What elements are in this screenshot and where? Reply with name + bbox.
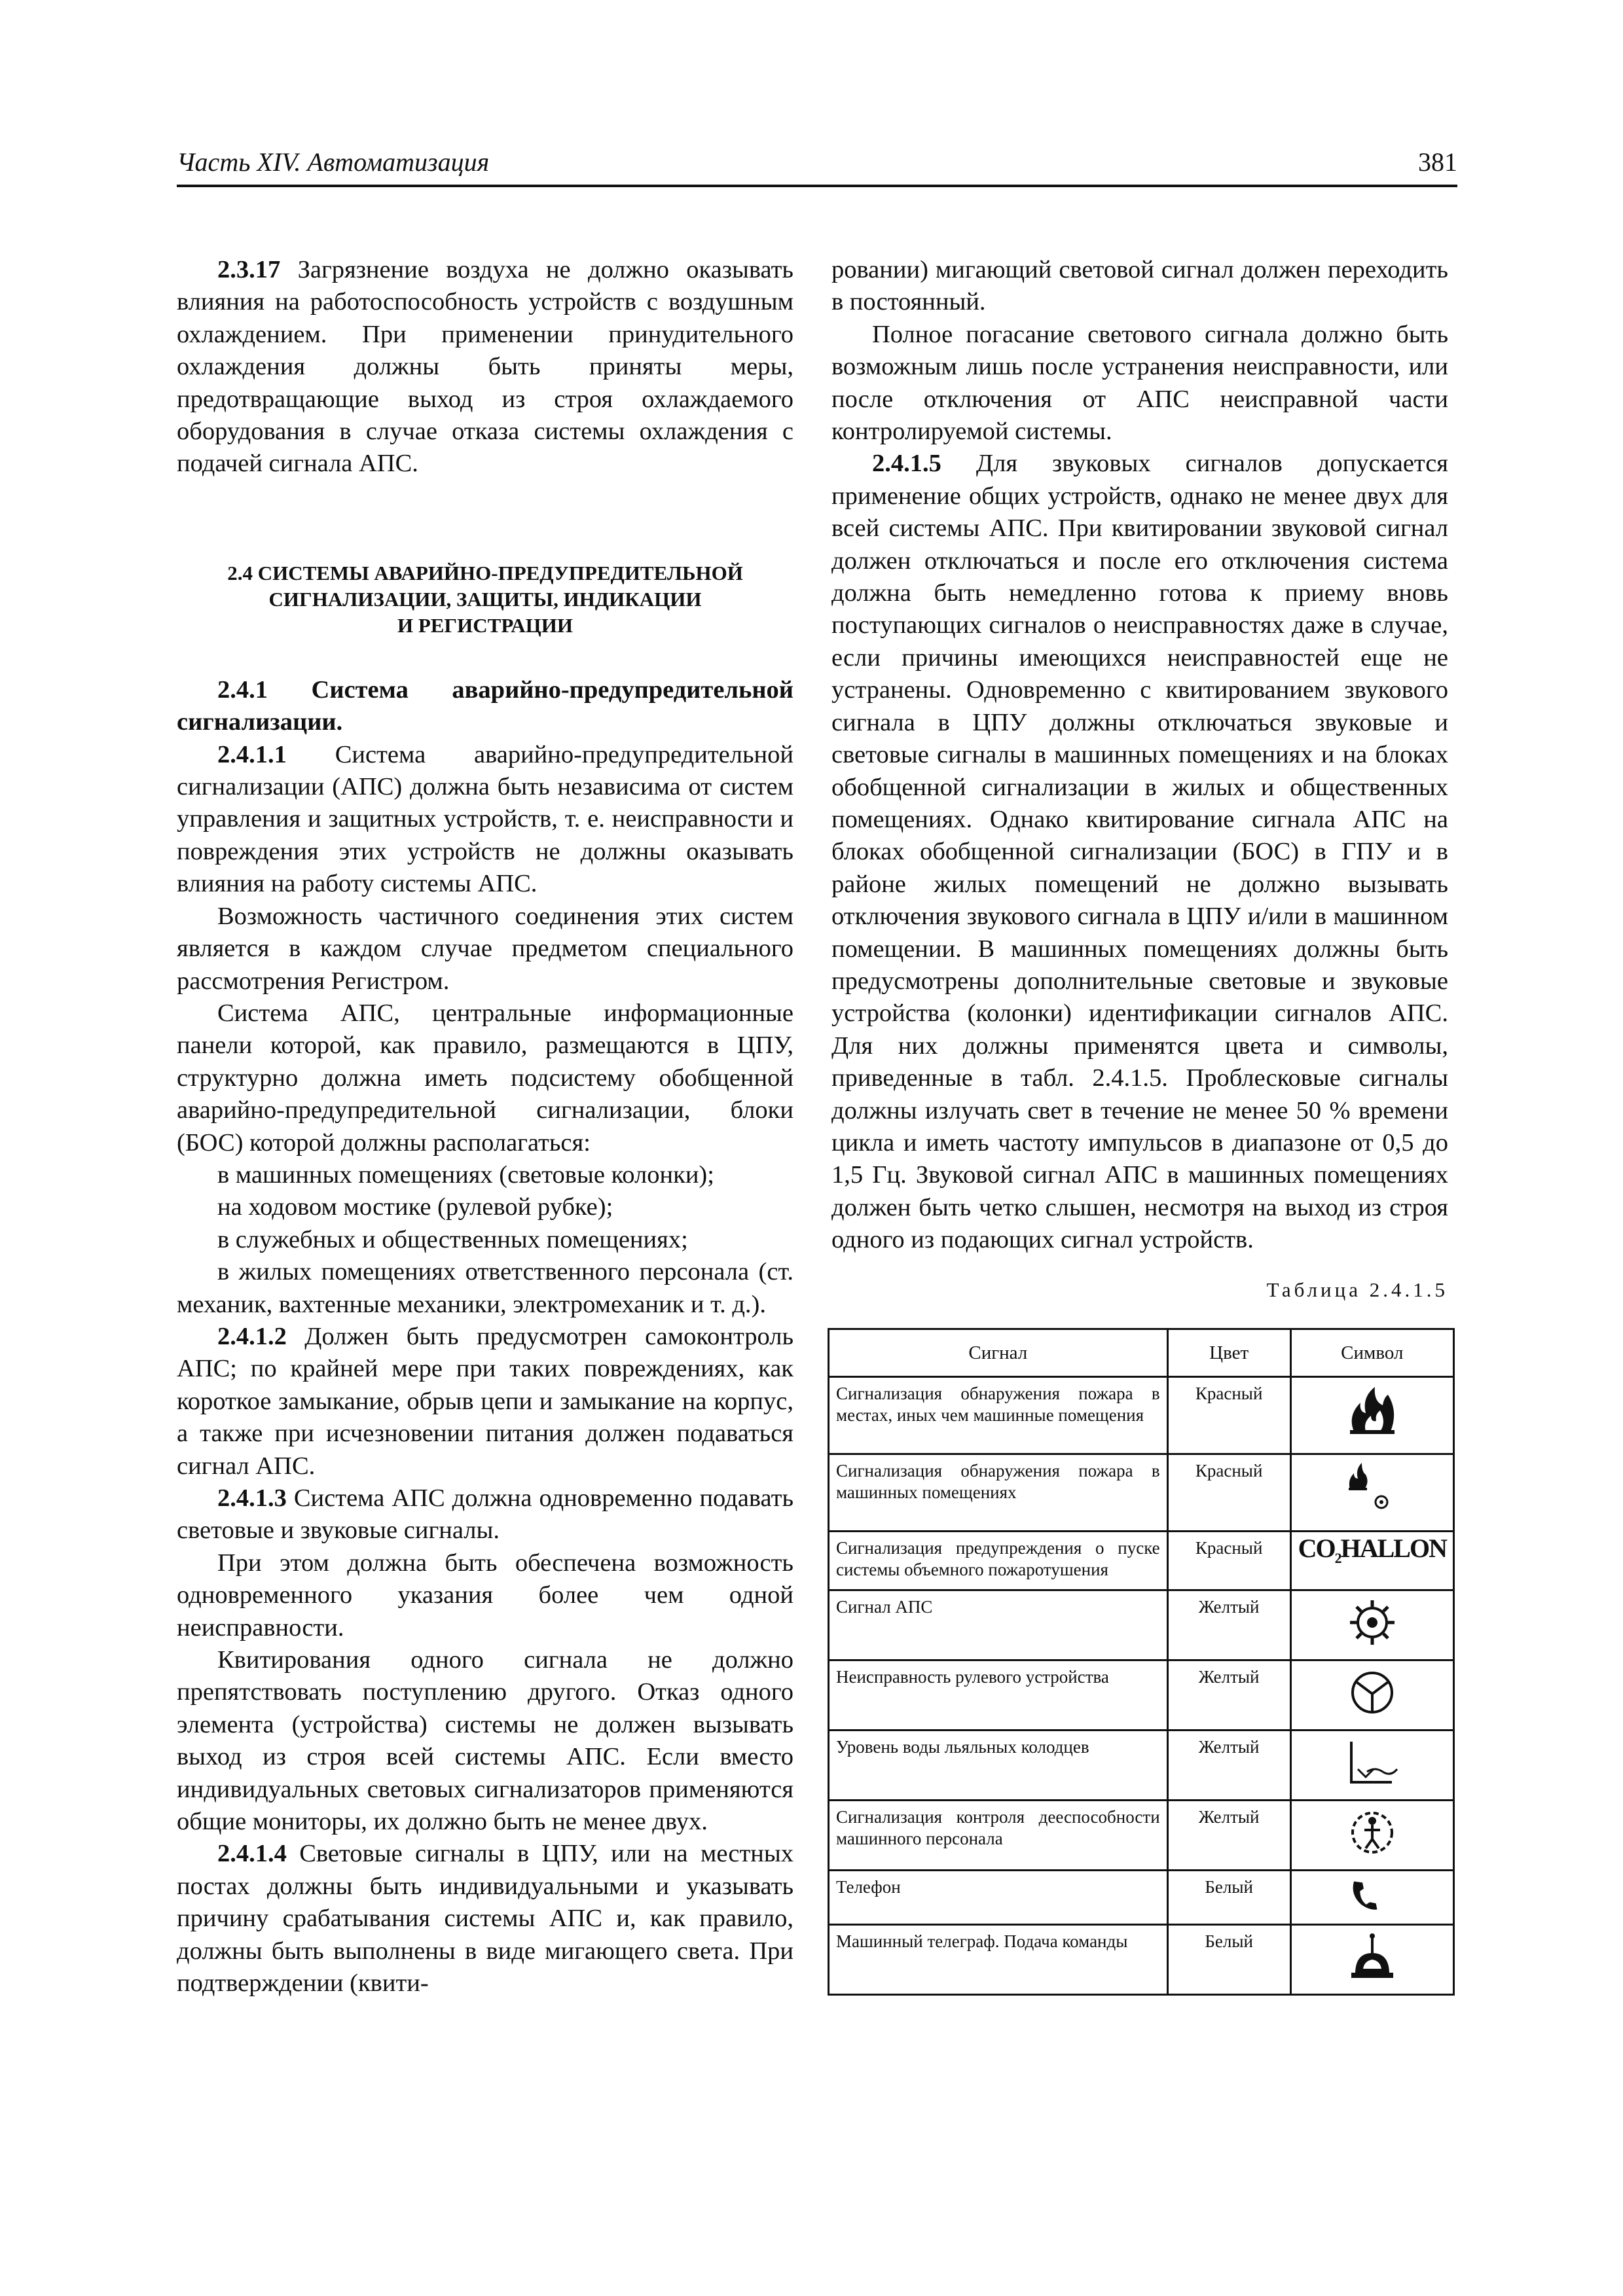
telephone-icon: [1341, 1876, 1404, 1913]
right-column: [831, 254, 1448, 1996]
color-cell: Желтый: [1167, 1801, 1290, 1871]
symbol-cell: [1290, 1377, 1453, 1454]
signal-cell: Машинный телеграф. Подача команды: [829, 1925, 1168, 1995]
signal-cell: Сигнал АПС: [829, 1590, 1168, 1660]
paragraph: Возможность частичного соединения этих систем является в каждом случае предметом специального рассмотрения Регистром.: [177, 902, 793, 995]
list-item: в служебных и общественных помещениях;: [217, 1225, 688, 1253]
paragraph: 2.4.1.1 Система аварийно-предупредительной сигнализации (АПС) должна быть независима от систем управления и защитных устройств, т. е. неисправности и повреждения этих устройств не должны оказывать влияния на работу системы АПС.: [177, 740, 793, 898]
table-row: [829, 1590, 1454, 1660]
subsection-heading: 2.4.1 Система аварийно-предупредительной сигнализации.: [177, 675, 793, 736]
table-caption: Таблица 2.4.1.5: [1266, 1278, 1448, 1301]
color-cell: Красный: [1167, 1532, 1290, 1590]
list-item: в жилых помещениях ответственного персонала (ст. механик, вахтенные механики, электромеханик и т. д.).: [177, 1258, 793, 1318]
paragraph: Полное погасание светового сигнала должно быть возможным лишь после устранения неисправности, или после отключения от АПС неисправной части контролируемой системы.: [831, 320, 1448, 446]
co2-hallon-symbol: $CO_2HALLON$: [1298, 1534, 1446, 1566]
table-row: [829, 1454, 1454, 1532]
signal-cell: Сигнализация контроля дееспособности машинного персонала: [829, 1801, 1168, 1871]
color-cell: Желтый: [1167, 1660, 1290, 1731]
paragraph: 2.4.1.5 Для звуковых сигналов допускается применение общих устройств, однако не менее двух для всей системы АПС. При квитировании звуковой сигнал должен отключаться и после его отключения система должна быть немедленно готова к приему вновь поступающих сигналов о неисправностях даже в случае, если причины имеющихся неисправностей еще не устранены. Одновременно с квитированием звукового сигнала в ЦПУ должны отключаться звуковые и световые сигналы в машинных помещениях и на блоках обобщенной сигнализации в жилых и общественных помещениях. Однако квитирование сигнала АПС на блоках обобщенной сигнализации (БОС) в ГПУ и в районе жилых помещений не должно вызывать отключения звукового сигнала в ЦПУ и/или в машинном помещении. В машинных помещениях должны быть предусмотрены дополнительные световые и звуковые устройства (колонки) идентификации сигналов АПС. Для них должны применятся цвета и символы, приведенные в табл. 2.4.1.5. Проблесковые сигналы должны излучать свет в течение не менее 50 % времени цикла и иметь частоту импульсов в диапазоне от 0,5 до 1,5 Гц. Звуковой сигнал АПС в машинных помещениях должен быть четко слышен, несмотря на выход из строя одного из подающих сигнал устройств.: [831, 450, 1448, 1254]
color-cell: Белый: [1167, 1925, 1290, 1995]
paragraph: 2.4.1.4 Световые сигналы в ЦПУ, или на местных постах должны быть индивидуальными и указывать причину срабатывания системы АПС и, как правило, должны быть выполнены в виде мигающего света. При подтверждении (квити-: [177, 1840, 794, 1998]
table-row: [829, 1377, 1454, 1454]
symbol-cell: [1290, 1801, 1453, 1871]
table-row: [829, 1925, 1454, 1995]
telegraph-icon: [1341, 1931, 1404, 1983]
list-item: на ходовом мостике (рулевой рубке);: [217, 1193, 613, 1221]
left-column: [177, 254, 793, 2000]
page-header: [177, 145, 1457, 187]
paragraph: 2.3.17 Загрязнение воздуха не должно оказывать влияния на работоспособность устройств с воздушным охлаждением. При применении принудительного охлаждения должны быть приняты меры, предотвращающие выход из строя охлаждаемого оборудования в случае отказа системы охлаждения с подачей сигнала АПС.: [177, 256, 793, 478]
bilge-level-icon: [1341, 1736, 1404, 1789]
fire-propeller-icon: [1341, 1460, 1404, 1513]
page-number: 381: [1418, 147, 1457, 177]
paragraph: При этом должна быть обеспечена возможность одновременного указания более чем одной неисправности.: [177, 1549, 793, 1641]
symbol-cell: [1290, 1925, 1453, 1995]
table-row: [829, 1731, 1454, 1801]
color-cell: Белый: [1167, 1871, 1290, 1925]
color-cell: Красный: [1167, 1377, 1290, 1454]
paragraph: Система АПС, центральные информационные панели которой, как правило, размещаются в ЦПУ, структурно должна иметь подсистему обобщенной аварийно-предупредительной сигнализации, блоки (БОС) которой должны располагаться:: [177, 999, 793, 1157]
signal-cell: Сигнализация обнаружения пожара в местах, иных чем машинные помещения: [829, 1377, 1168, 1454]
symbol-cell: [1290, 1590, 1453, 1660]
signals-table: [828, 1328, 1455, 1996]
paragraph: 2.4.1.2 Должен быть предусмотрен самоконтроль АПС; по крайней мере при таких повреждениях, как короткое замыкание, обрыв цепи и замыкание на корпус, а также при исчезновении питания должен подаваться сигнал АПС.: [177, 1322, 794, 1480]
table-row: [829, 1801, 1454, 1871]
signal-cell: Телефон: [829, 1871, 1168, 1925]
steering-wheel-icon: [1341, 1666, 1404, 1719]
column-header: Цвет: [1167, 1329, 1290, 1377]
symbol-cell: [1290, 1731, 1453, 1801]
color-cell: Красный: [1167, 1454, 1290, 1532]
color-cell: Желтый: [1167, 1731, 1290, 1801]
paragraph: 2.4.1.3 Система АПС должна одновременно подавать световые и звуковые сигналы.: [177, 1484, 794, 1545]
table-row: [829, 1660, 1454, 1731]
column-header: Символ: [1290, 1329, 1453, 1377]
section-heading: 2.4 СИСТЕМЫ АВАРИЙНО-ПРЕДУПРЕДИТЕЛЬНОЙ СИГНАЛИЗАЦИИ, ЗАЩИТЫ, ИНДИКАЦИИ И РЕГИСТРАЦИИ: [227, 561, 743, 637]
table-row: [829, 1871, 1454, 1925]
symbol-cell: [1290, 1454, 1453, 1532]
table-row: [829, 1532, 1454, 1590]
person-gear-icon: [1341, 1806, 1404, 1859]
fire-large-icon: [1341, 1383, 1404, 1435]
paragraph: ровании) мигающий световой сигнал должен переходить в постоянный.: [831, 256, 1448, 316]
running-title: Часть XIV. Автоматизация: [177, 147, 490, 177]
color-cell: Желтый: [1167, 1590, 1290, 1660]
gear-icon: [1341, 1596, 1404, 1649]
paragraph: Квитирования одного сигнала не должно препятствовать поступлению другого. Отказ одного элемента (устройства) системы не должен вызывать выход из строя всей системы АПС. Если вместо индивидуальных световых сигнализаторов применяются общие мониторы, их должно быть не менее двух.: [177, 1646, 793, 1836]
column-header: Сигнал: [829, 1329, 1168, 1377]
signal-cell: Сигнализация обнаружения пожара в машинных помещениях: [829, 1454, 1168, 1532]
symbol-cell: [1290, 1871, 1453, 1925]
symbol-cell: [1290, 1532, 1453, 1590]
list-item: в машинных помещениях (световые колонки);: [217, 1160, 714, 1189]
signal-cell: Сигнализация предупреждения о пуске системы объемного пожаротушения: [829, 1532, 1168, 1590]
signal-cell: Неисправность рулевого устройства: [829, 1660, 1168, 1731]
table-header-row: [829, 1329, 1454, 1377]
signal-cell: Уровень воды льяльных колодцев: [829, 1731, 1168, 1801]
symbol-cell: [1290, 1660, 1453, 1731]
